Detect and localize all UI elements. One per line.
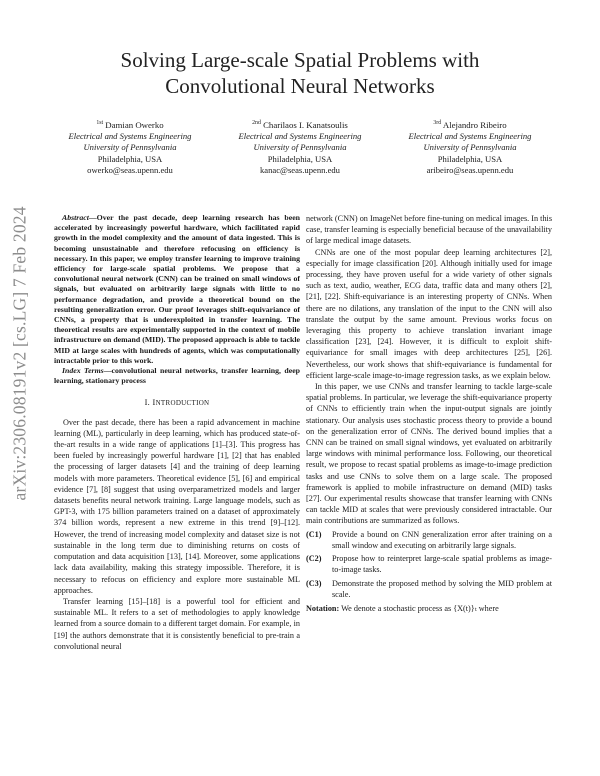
notation-label: Notation: [306, 603, 340, 613]
author-3 [386, 118, 554, 176]
paragraph: Over the past decade, there has been a rapid advancement in machine learning (ML), particularly in deep learning, which has produced state-of-the-art results in a wide range of applications [1]–[3]. This progress has been fueled by increasingly powerful hardware [1], [2] that has enabled the processing of larger datasets [4] and the training of deep learning models with more parameters. Theoretical evidence [5], [6] and empirical evidence [7], [8] suggest that using overparametrized models and larger datasets benefits neural network training. Large language models, such as GPT-3, with 175 billion parameters trained on a dataset of approximately 374 billion words, represent a new extreme in this trend [9]–[12]. However, the trend of increasing model complexity and dataset size is not sustainable in the long term due to diminishing returns on costs of computation and data acquisition [13], [14]. Moreover, some applications lack data availability, making this strategy impossible. Therefore, it is necessary to refocus on efficiency and explore more sustainable ML approaches. [54, 417, 300, 595]
author-email[interactable]: aribeiro@seas.upenn.edu [426, 164, 514, 175]
title-line-2: Convolutional Neural Networks [165, 74, 435, 98]
index-terms [54, 366, 300, 386]
section-initial: I [152, 398, 156, 408]
author-univ: University of Pennsylvania [423, 142, 517, 153]
right-column [306, 213, 552, 614]
abstract [54, 213, 300, 366]
contribution-label: (C1) [306, 529, 322, 539]
author-email[interactable]: owerko@seas.upenn.edu [87, 164, 173, 175]
author-city: Philadelphia, USA [97, 153, 163, 164]
title-line-1: Solving Large-scale Spatial Problems with [120, 48, 480, 72]
author-1 [46, 118, 214, 176]
author-name: Charilaos I. Kanatsoulis [263, 119, 348, 130]
author-block [46, 118, 554, 176]
author-order: 1st [96, 120, 104, 126]
index-terms-label: Index Terms [62, 366, 104, 376]
author-univ: University of Pennsylvania [83, 142, 177, 153]
contribution-item [306, 529, 552, 551]
contribution-label: (C3) [306, 578, 322, 588]
index-terms-text: —convolutional neural networks, transfer learning, deep learning, stationary process [54, 366, 301, 386]
author-name: Alejandro Ribeiro [442, 119, 507, 130]
author-city: Philadelphia, USA [437, 153, 503, 164]
left-column [54, 213, 300, 652]
paragraph: Transfer learning [15]–[18] is a powerful tool for efficient and sustainable ML. It refers to a set of methodologies to apply knowledge learned from a source domain to a different target domain. For example, in [19] the authors demonstrate that it is consistently beneficial to pre-train a convolutional neural [54, 596, 300, 651]
section-title-rest: NTRODUCTION [155, 399, 210, 408]
contribution-text: Propose how to reinterpret large-scale spatial problems as image-to-image tasks. [332, 554, 552, 575]
author-univ: University of Pennsylvania [253, 142, 347, 153]
author-name: Damian Owerko [105, 119, 164, 130]
author-email[interactable]: kanac@seas.upenn.edu [260, 164, 340, 175]
arxiv-identifier: arXiv:2306.08191v2 [cs.LG] 7 Feb 2024 [9, 206, 30, 501]
notation-text: We denote a stochastic process as {X(t)}ₜ where [339, 603, 499, 613]
contribution-item [306, 578, 552, 600]
contribution-text: Provide a bound on CNN generalization error after training on a small window and executing on arbitrarily large signals. [332, 529, 552, 550]
contribution-text: Demonstrate the proposed method by solving the MID problem at scale. [332, 578, 552, 599]
notation-paragraph [306, 603, 552, 614]
author-order: 2nd [252, 120, 261, 126]
paper-title [60, 47, 540, 99]
section-numeral: I. [144, 398, 151, 408]
author-order: 3rd [433, 120, 442, 126]
author-city: Philadelphia, USA [267, 153, 333, 164]
author-dept: Electrical and Systems Engineering [238, 131, 362, 142]
author-dept: Electrical and Systems Engineering [408, 131, 532, 142]
abstract-label: Abstract [62, 213, 89, 222]
author-2 [216, 118, 384, 176]
paragraph: network (CNN) on ImageNet before fine-tuning on medical images. In this case, transfer learning is especially beneficial because of the unavailability of large medical image datasets. [306, 214, 552, 246]
paragraph: CNNs are one of the most popular deep learning architectures [2], especially for image classification [20]. Although initially used for image processing, they have proven useful for a wide variety of other signals such as text, audio, weather, ECG data, traffic data and many others [2], [21], [22]. Shift-equivariance is an interesting property of CNNs. When there are no dilations, any translation of the input to the CNN will also translate the output by the same amount. Previous works focus on leveraging this property to achieve translation invariant image classification [23], [24]. However, it is difficult to exploit shift-equivariance for small images with deep architectures [25], [26]. Nevertheless, our work shows that shift-equivariance is fundamental for efficient large-scale image-to-image regression tasks, as we explain below. [306, 247, 552, 380]
contribution-label: (C2) [306, 554, 322, 564]
section-heading-introduction [54, 397, 300, 409]
contribution-item [306, 553, 552, 575]
paragraph: In this paper, we use CNNs and transfer learning to tackle large-scale spatial problems. In particular, we leverage the shift-equivariance property of CNNs to efficiently train when the input-output signals are jointly stationary. Our analysis uses stochastic process theory to provide a bound on the generalization error of CNNs. The derived bound implies that a CNN can be trained on small signal windows, yet evaluated on arbitrarily large windows with minimal performance loss. Following, our theoretical result, we propose to recast spatial problems as image-to-image prediction tasks and use CNNs to solve them on a large scale. The proposed framework is applied to mobile infrastructure on demand (MID) tasks [27]. Our experimental results showcase that transfer learning with CNNs can tackle MID at scales that were previously considered intractable. Our main contributions are summarized as follows. [306, 382, 552, 526]
abstract-text: —Over the past decade, deep learning research has been accelerated by increasingly powerful hardware, which facilitated rapid growth in the model complexity and the amount of data ingested. This is becoming unsustainable and therefore refocusing on efficiency is necessary. In this paper, we employ transfer learning to improve training efficiency for large-scale spatial problems. We propose that a convolutional neural network (CNN) can be trained on small windows of signals, but evaluated on arbitrarily large signals with little to no performance degradation, and provide a theoretical bound on the resulting generalization error. Our proof leverages shift-equivariance of CNNs, a property that is underexploited in transfer learning. The theoretical results are experimentally supported in the context of mobile infrastructure on demand (MID). The proposed approach is able to tackle MID at large scales with hundreds of agents, which was computationally intractable prior to this work. [54, 213, 300, 365]
author-dept: Electrical and Systems Engineering [68, 131, 192, 142]
